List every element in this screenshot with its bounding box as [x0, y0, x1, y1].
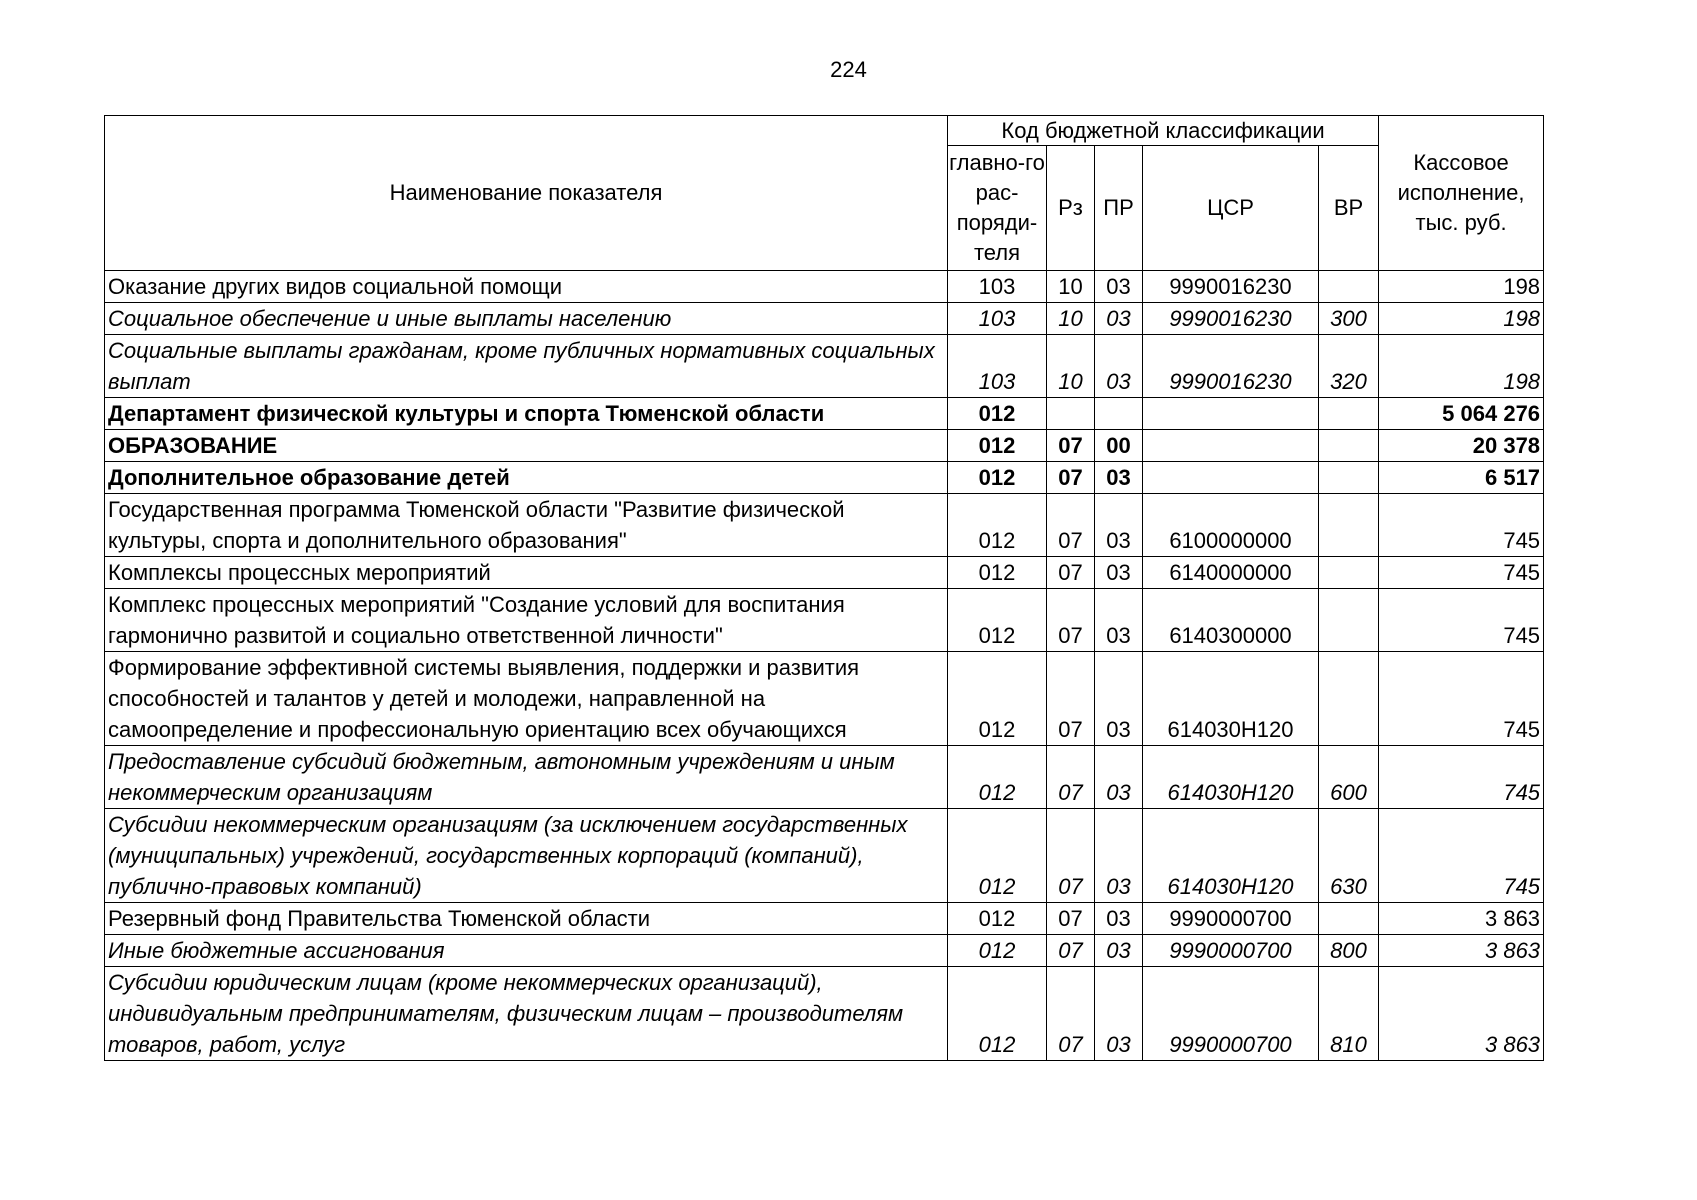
cell-amount: 745 [1379, 652, 1544, 746]
cell-manager-code: 012 [948, 967, 1047, 1061]
table-row [105, 809, 1544, 903]
cell-rz: 07 [1047, 557, 1095, 589]
table-row [105, 430, 1544, 462]
cell-manager-code: 012 [948, 903, 1047, 935]
cell-rz: 07 [1047, 903, 1095, 935]
cell-rz: 07 [1047, 746, 1095, 809]
cell-csr: 6100000000 [1143, 494, 1319, 557]
cell-rz: 07 [1047, 809, 1095, 903]
table-row [105, 652, 1544, 746]
cell-pr: 03 [1095, 967, 1143, 1061]
cell-amount: 3 863 [1379, 935, 1544, 967]
cell-csr: 614030Н120 [1143, 652, 1319, 746]
cell-name: Дополнительное образование детей [105, 462, 948, 494]
page-number: 224 [830, 57, 867, 82]
cell-rz: 07 [1047, 967, 1095, 1061]
cell-name: Департамент физической культуры и спорта Тюменской области [105, 398, 948, 430]
table-row [105, 303, 1544, 335]
header-pr: ПР [1095, 146, 1143, 271]
cell-name: ОБРАЗОВАНИЕ [105, 430, 948, 462]
cell-amount: 20 378 [1379, 430, 1544, 462]
cell-pr: 00 [1095, 430, 1143, 462]
cell-vr [1319, 398, 1379, 430]
cell-rz: 07 [1047, 430, 1095, 462]
cell-name: Резервный фонд Правительства Тюменской области [105, 903, 948, 935]
cell-pr: 03 [1095, 335, 1143, 398]
cell-amount: 745 [1379, 557, 1544, 589]
cell-manager-code: 012 [948, 430, 1047, 462]
cell-vr [1319, 494, 1379, 557]
table-row [105, 589, 1544, 652]
cell-csr: 9990016230 [1143, 335, 1319, 398]
cell-manager-code: 012 [948, 589, 1047, 652]
cell-csr [1143, 462, 1319, 494]
cell-pr: 03 [1095, 589, 1143, 652]
cell-rz: 07 [1047, 589, 1095, 652]
cell-amount: 745 [1379, 494, 1544, 557]
cell-name: Социальные выплаты гражданам, кроме публичных нормативных социальных выплат [105, 335, 948, 398]
table-row [105, 967, 1544, 1061]
cell-pr [1095, 398, 1143, 430]
cell-pr: 03 [1095, 652, 1143, 746]
cell-csr [1143, 430, 1319, 462]
cell-manager-code: 012 [948, 935, 1047, 967]
cell-manager-code: 012 [948, 494, 1047, 557]
cell-manager-code: 012 [948, 462, 1047, 494]
cell-vr [1319, 652, 1379, 746]
cell-name: Иные бюджетные ассигнования [105, 935, 948, 967]
cell-name: Формирование эффективной системы выявления, поддержки и развития способностей и талантов у детей и молодежи, направленной на самоопределение и профессиональную ориентацию всех обучающихся [105, 652, 948, 746]
cell-pr: 03 [1095, 746, 1143, 809]
cell-vr: 320 [1319, 335, 1379, 398]
cell-pr: 03 [1095, 935, 1143, 967]
cell-csr: 614030Н120 [1143, 809, 1319, 903]
cell-pr: 03 [1095, 903, 1143, 935]
header-code-group: Код бюджетной классификации [948, 116, 1379, 146]
cell-amount: 745 [1379, 809, 1544, 903]
cell-amount: 198 [1379, 303, 1544, 335]
cell-csr: 9990016230 [1143, 303, 1319, 335]
cell-rz [1047, 398, 1095, 430]
cell-rz: 10 [1047, 303, 1095, 335]
cell-manager-code: 103 [948, 335, 1047, 398]
cell-vr: 800 [1319, 935, 1379, 967]
cell-amount: 3 863 [1379, 903, 1544, 935]
cell-pr: 03 [1095, 809, 1143, 903]
cell-pr: 03 [1095, 557, 1143, 589]
header-amount: Кассовое исполнение, тыс. руб. [1379, 116, 1544, 271]
table-header [105, 116, 1544, 271]
cell-csr: 9990000700 [1143, 903, 1319, 935]
cell-vr: 600 [1319, 746, 1379, 809]
cell-vr: 810 [1319, 967, 1379, 1061]
cell-amount: 745 [1379, 589, 1544, 652]
cell-manager-code: 012 [948, 746, 1047, 809]
cell-name: Предоставление субсидий бюджетным, автономным учреждениям и иным некоммерческим организациям [105, 746, 948, 809]
cell-manager-code: 012 [948, 652, 1047, 746]
cell-vr [1319, 903, 1379, 935]
cell-vr [1319, 430, 1379, 462]
cell-rz: 10 [1047, 335, 1095, 398]
table-row [105, 557, 1544, 589]
cell-manager-code: 012 [948, 557, 1047, 589]
cell-vr: 300 [1319, 303, 1379, 335]
cell-manager-code: 103 [948, 271, 1047, 303]
cell-rz: 07 [1047, 652, 1095, 746]
cell-pr: 03 [1095, 271, 1143, 303]
cell-amount: 745 [1379, 746, 1544, 809]
cell-name: Оказание других видов социальной помощи [105, 271, 948, 303]
cell-vr [1319, 589, 1379, 652]
table-row [105, 271, 1544, 303]
header-manager: главно-го рас-поряди-теля [948, 146, 1047, 271]
cell-csr: 6140300000 [1143, 589, 1319, 652]
table-row [105, 746, 1544, 809]
table-row [105, 398, 1544, 430]
cell-name: Комплексы процессных мероприятий [105, 557, 948, 589]
cell-pr: 03 [1095, 462, 1143, 494]
table-row [105, 462, 1544, 494]
cell-rz: 07 [1047, 462, 1095, 494]
table-row [105, 335, 1544, 398]
table-body [105, 271, 1544, 1061]
header-name: Наименование показателя [105, 116, 948, 271]
cell-amount: 3 863 [1379, 967, 1544, 1061]
cell-amount: 198 [1379, 335, 1544, 398]
cell-amount: 6 517 [1379, 462, 1544, 494]
header-rz: Рз [1047, 146, 1095, 271]
cell-csr: 9990000700 [1143, 967, 1319, 1061]
cell-csr: 6140000000 [1143, 557, 1319, 589]
cell-csr: 614030Н120 [1143, 746, 1319, 809]
cell-manager-code: 103 [948, 303, 1047, 335]
table-row [105, 494, 1544, 557]
cell-amount: 198 [1379, 271, 1544, 303]
cell-manager-code: 012 [948, 398, 1047, 430]
cell-pr: 03 [1095, 494, 1143, 557]
cell-vr [1319, 271, 1379, 303]
cell-csr: 9990016230 [1143, 271, 1319, 303]
cell-name: Государственная программа Тюменской области "Развитие физической культуры, спорта и дополнительного образования" [105, 494, 948, 557]
cell-rz: 07 [1047, 494, 1095, 557]
cell-name: Субсидии некоммерческим организациям (за исключением государственных (муниципальных) учреждений, государственных корпораций (компаний), публично-правовых компаний) [105, 809, 948, 903]
cell-vr [1319, 557, 1379, 589]
cell-vr: 630 [1319, 809, 1379, 903]
cell-csr: 9990000700 [1143, 935, 1319, 967]
cell-pr: 03 [1095, 303, 1143, 335]
cell-vr [1319, 462, 1379, 494]
header-csr: ЦСР [1143, 146, 1319, 271]
cell-name: Комплекс процессных мероприятий "Создание условий для воспитания гармонично развитой и социально ответственной личности" [105, 589, 948, 652]
cell-rz: 07 [1047, 935, 1095, 967]
table-row [105, 935, 1544, 967]
cell-rz: 10 [1047, 271, 1095, 303]
table-row [105, 903, 1544, 935]
cell-name: Субсидии юридическим лицам (кроме некоммерческих организаций), индивидуальным предпринимателям, физическим лицам – производителям товаров, работ, услуг [105, 967, 948, 1061]
cell-name: Социальное обеспечение и иные выплаты населению [105, 303, 948, 335]
cell-amount: 5 064 276 [1379, 398, 1544, 430]
header-vr: ВР [1319, 146, 1379, 271]
cell-manager-code: 012 [948, 809, 1047, 903]
cell-csr [1143, 398, 1319, 430]
budget-table [104, 115, 1544, 1061]
